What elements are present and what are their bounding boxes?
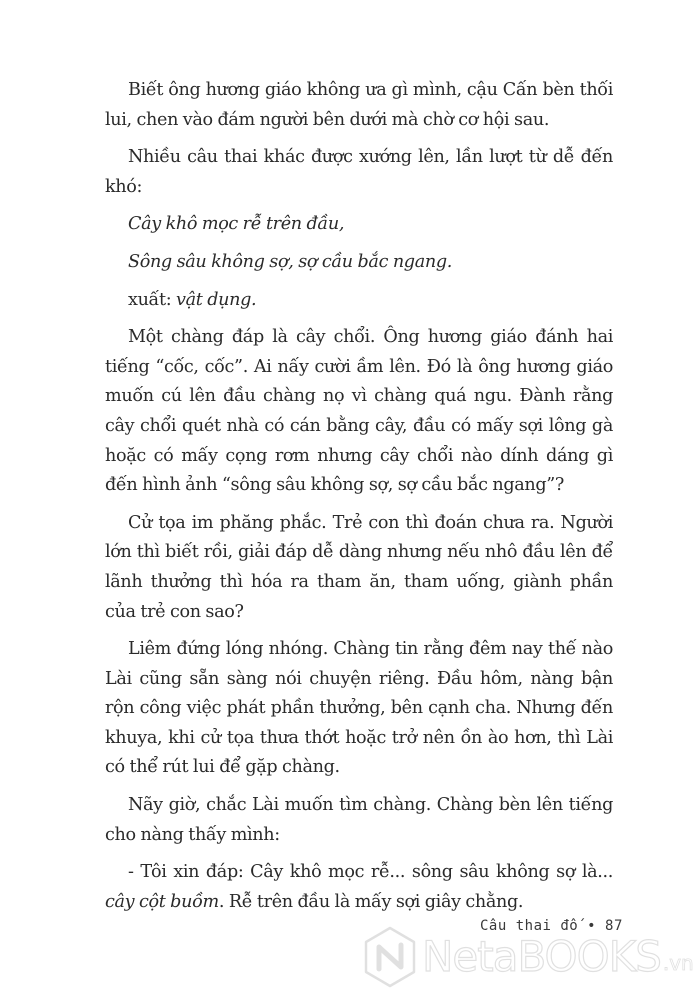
riddle-category-label: xuất: <box>128 289 177 310</box>
answer-text: - Tôi xin đáp: Cây khô mọc rễ... sông sâu không sợ là... <box>128 862 613 883</box>
watermark-brand: NetaBOOKS <box>422 932 661 981</box>
paragraph: Cử tọa im phăng phắc. Trẻ con thì đoán chưa ra. Người lớn thì biết rồi, giải đáp dễ dàng nhưng nếu nhô đầu lên để lãnh thưởng thì hóa ra tham ăn, tham uống, giành phần của trẻ con sao? <box>105 512 613 622</box>
page-number: 87 <box>605 918 623 934</box>
answer-dialogue <box>105 858 613 917</box>
footer-separator: • <box>587 918 597 934</box>
paragraph: Nãy giờ, chắc Lài muốn tìm chàng. Chàng bèn lên tiếng cho nàng thấy mình: <box>105 795 613 845</box>
verse-line: Sông sâu không sợ, sợ cầu bắc ngang. <box>128 251 452 272</box>
paragraph: Nhiều câu thai khác được xướng lên, lần lượt từ dễ đến khó: <box>105 147 613 197</box>
netabooks-watermark <box>362 925 694 989</box>
page-body <box>105 76 613 925</box>
watermark-suffix: .vn <box>662 951 694 975</box>
paragraph: Biết ông hương giáo không ưa gì mình, cậu Cấn bèn thối lui, chen vào đám người bên dưới mà chờ cơ hội sau. <box>105 80 613 130</box>
answer-text-end: . Rễ trên đầu là mấy sợi giây chằng. <box>218 891 524 912</box>
riddle-category <box>105 286 613 316</box>
paragraph: Liêm đứng lóng nhóng. Chàng tin rằng đêm nay thế nào Lài cũng sẵn sàng nói chuyện riêng. Đầu hôm, nàng bận rộn công việc phát phần thưởng, bên cạnh cha. Nhưng đến khuya, khi cử tọa thưa thớt hoặc trở nên ồn ào hơn, thì Lài có thể rút lui để gặp chàng. <box>105 639 613 778</box>
netabooks-logo-icon <box>362 925 418 989</box>
verse-line: Cây khô mọc rễ trên đầu, <box>128 214 345 235</box>
answer-emphasis: cây cột buồm <box>105 891 219 912</box>
paragraph: Một chàng đáp là cây chổi. Ông hương giáo đánh hai tiếng “cốc, cốc”. Ai nấy cười ầm lên. Đó là ông hương giáo muốn cú lên đầu chàng nọ vì chàng quá ngu. Đành rằng cây chổi quét nhà có cán bằng cây, đầu có mấy sợi lông gà hoặc có mấy cọng rơm nhưng cây chổi nào dính dáng gì đến hình ảnh “sông sâu không sợ, sợ cầu bắc ngang”? <box>105 327 613 496</box>
riddle-category-value: vật dụng. <box>176 289 257 310</box>
chapter-title: Câu thai đố <box>480 918 579 934</box>
